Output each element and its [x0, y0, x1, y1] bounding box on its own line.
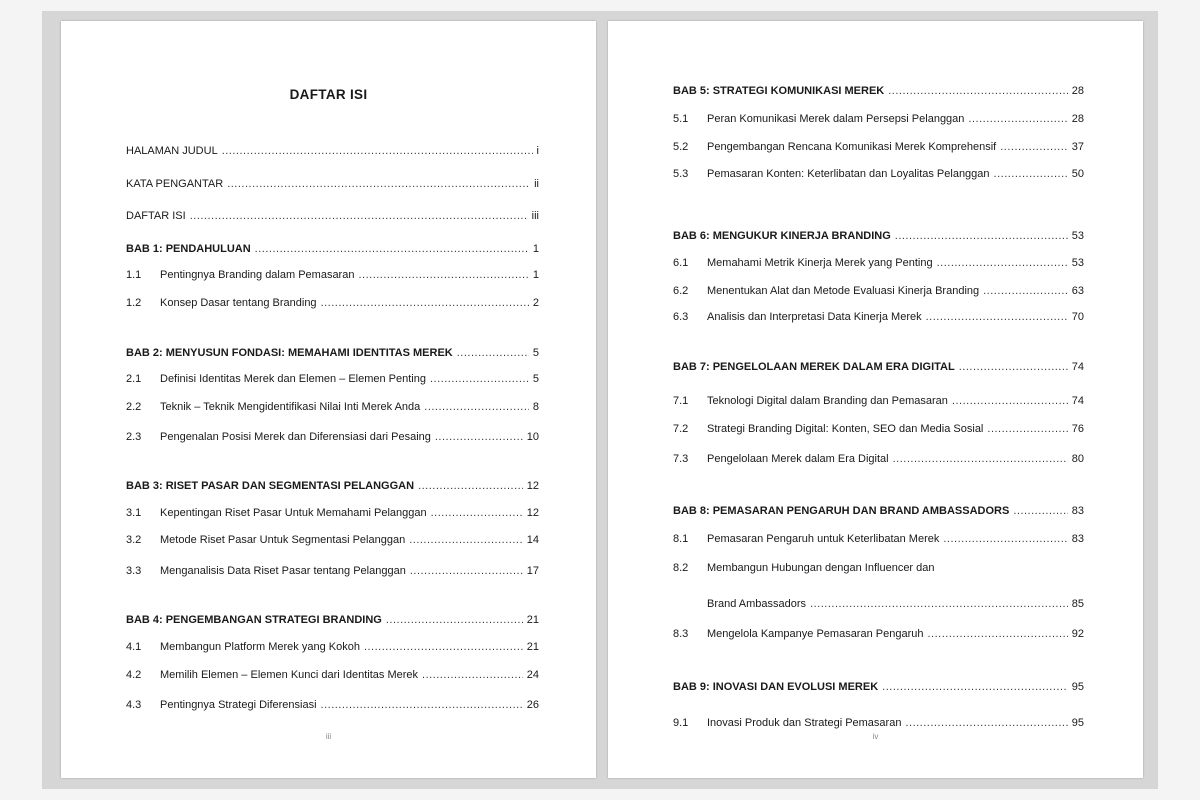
toc-entry-label: Mengelola Kampanye Pemasaran Pengaruh — [707, 628, 924, 640]
toc-entry-number: 2.1 — [126, 373, 142, 385]
toc-entry-row — [126, 401, 539, 413]
toc-entry-label: Menentukan Alat dan Metode Evaluasi Kinerja Branding — [707, 285, 980, 297]
toc-chapter-row — [126, 243, 539, 255]
toc-entry-number: 7.1 — [673, 395, 689, 407]
toc-entry-row — [126, 145, 539, 157]
toc-page-number: ii — [534, 178, 539, 190]
dot-leader — [994, 168, 1068, 180]
dot-leader — [905, 717, 1067, 729]
toc-entry-number: 1.1 — [126, 269, 142, 281]
dot-leader — [431, 507, 523, 519]
toc-entry-label: KATA PENGANTAR — [126, 178, 224, 190]
dot-leader — [968, 113, 1067, 125]
toc-page-number: iii — [531, 210, 539, 222]
toc-entry-number: 7.3 — [673, 453, 689, 465]
toc-page-number: 85 — [1071, 598, 1084, 610]
toc-entry-label: Inovasi Produk dan Strategi Pemasaran — [707, 717, 902, 729]
dot-leader — [364, 641, 523, 653]
document-viewer — [42, 11, 1158, 789]
toc-entry-label: Memilih Elemen – Elemen Kunci dari Identitas Merek — [160, 669, 419, 681]
toc-page-number: 53 — [1071, 257, 1084, 269]
toc-entry-label: Pengenalan Posisi Merek dan Diferensiasi dari Pesaing — [160, 431, 431, 443]
toc-entry-row — [673, 453, 1084, 465]
dot-leader — [943, 533, 1067, 545]
toc-entry-row — [126, 210, 539, 222]
toc-entry-label: Kepentingan Riset Pasar Untuk Memahami Pelanggan — [160, 507, 427, 519]
page-iv — [608, 21, 1143, 778]
dot-leader — [927, 628, 1067, 640]
toc-page-number: 2 — [532, 297, 539, 309]
toc-page-number: 21 — [526, 641, 539, 653]
toc-entry-number: 9.1 — [673, 717, 689, 729]
toc-entry-row — [673, 285, 1084, 297]
toc-entry-row — [126, 699, 539, 711]
toc-entry-row — [126, 431, 539, 443]
toc-entry-row — [673, 113, 1084, 125]
dot-leader — [895, 230, 1068, 242]
toc-entry-label: BAB 1: PENDAHULUAN — [126, 243, 251, 255]
dot-leader — [386, 614, 523, 626]
toc-entry-row — [673, 423, 1084, 435]
toc-entry-label: Metode Riset Pasar Untuk Segmentasi Pelanggan — [160, 534, 406, 546]
toc-entry-label: Memahami Metrik Kinerja Merek yang Penting — [707, 257, 933, 269]
toc-page-number: 83 — [1071, 533, 1084, 545]
toc-page-number: 76 — [1071, 423, 1084, 435]
toc-entry-row — [126, 297, 539, 309]
toc-entry-number: 8.1 — [673, 533, 689, 545]
toc-page-number: 74 — [1071, 361, 1084, 373]
toc-entry-label: Pengembangan Rencana Komunikasi Merek Komprehensif — [707, 141, 997, 153]
dot-leader — [422, 669, 523, 681]
toc-chapter-row — [126, 347, 539, 359]
toc-entry-label: BAB 2: MENYUSUN FONDASI: MEMAHAMI IDENTITAS MEREK — [126, 347, 453, 359]
toc-page-number: 10 — [526, 431, 539, 443]
page-title: DAFTAR ISI — [289, 87, 368, 102]
toc-entry-label: Pemasaran Pengaruh untuk Keterlibatan Merek — [707, 533, 940, 545]
toc-entry-row — [673, 168, 1084, 180]
toc-page-number: 8 — [532, 401, 539, 413]
toc-entry-number: 2.2 — [126, 401, 142, 413]
toc-entry-number: 2.3 — [126, 431, 142, 443]
dot-leader — [937, 257, 1068, 269]
dot-leader — [255, 243, 529, 255]
toc-page-number: 80 — [1071, 453, 1084, 465]
dot-leader — [457, 347, 529, 359]
toc-entry-label: Definisi Identitas Merek dan Elemen – Elemen Penting — [160, 373, 426, 385]
dot-leader — [810, 598, 1068, 610]
dot-leader — [1000, 141, 1068, 153]
dot-leader — [410, 565, 523, 577]
toc-page-number: 1 — [532, 243, 539, 255]
toc-page-number: 53 — [1071, 230, 1084, 242]
toc-entry-label: Konsep Dasar tentang Branding — [160, 297, 317, 309]
toc-chapter-row — [126, 614, 539, 626]
dot-leader — [321, 699, 523, 711]
toc-chapter-row — [673, 361, 1084, 373]
toc-page-number: 95 — [1071, 717, 1084, 729]
toc-entry-row — [673, 257, 1084, 269]
toc-entry-row — [673, 717, 1084, 729]
toc-entry-row — [126, 507, 539, 519]
dot-leader — [888, 85, 1068, 97]
toc-entry-row — [707, 598, 1084, 610]
toc-chapter-row — [673, 85, 1084, 97]
toc-chapter-row — [673, 230, 1084, 242]
page-iii — [61, 21, 596, 778]
dot-leader — [430, 373, 529, 385]
toc-entry-number: 4.2 — [126, 669, 142, 681]
toc-entry-number: 7.2 — [673, 423, 689, 435]
toc-entry-label: Brand Ambassadors — [707, 598, 807, 610]
toc-entry-row — [126, 669, 539, 681]
toc-entry-label: Strategi Branding Digital: Konten, SEO dan Media Sosial — [707, 423, 984, 435]
toc-entry-number: 8.3 — [673, 628, 689, 640]
dot-leader — [926, 311, 1068, 323]
toc-entry-row — [126, 178, 539, 190]
dot-leader — [959, 361, 1068, 373]
dot-leader — [1013, 505, 1067, 517]
dot-leader — [424, 401, 529, 413]
toc-page-number: 1 — [532, 269, 539, 281]
toc-entry-label: Peran Komunikasi Merek dalam Persepsi Pelanggan — [707, 113, 965, 125]
toc-entry-number: 1.2 — [126, 297, 142, 309]
toc-entry-label: Membangun Platform Merek yang Kokoh — [160, 641, 360, 653]
toc-page-number: 63 — [1071, 285, 1084, 297]
dot-leader — [222, 145, 533, 157]
toc-page-number: 5 — [532, 347, 539, 359]
dot-leader — [882, 681, 1068, 693]
toc-page-number: 95 — [1071, 681, 1084, 693]
toc-entry-number: 4.1 — [126, 641, 142, 653]
toc-entry-label: BAB 9: INOVASI DAN EVOLUSI MEREK — [673, 681, 879, 693]
dot-leader — [358, 269, 528, 281]
toc-entry-row — [126, 641, 539, 653]
dot-leader — [418, 480, 523, 492]
toc-entry-label: BAB 7: PENGELOLAAN MEREK DALAM ERA DIGITAL — [673, 361, 955, 373]
toc-entry-number: 3.2 — [126, 534, 142, 546]
toc-entry-number: 5.1 — [673, 113, 689, 125]
toc-page-number: i — [536, 145, 539, 157]
toc-entry-label: Teknologi Digital dalam Branding dan Pemasaran — [707, 395, 948, 407]
toc-entry-row — [126, 565, 539, 577]
toc-entry-label: Menganalisis Data Riset Pasar tentang Pelanggan — [160, 565, 406, 577]
toc-entry-number: 8.2 — [673, 562, 689, 574]
toc-entry-number: 5.2 — [673, 141, 689, 153]
toc-entry-label: BAB 8: PEMASARAN PENGARUH DAN BRAND AMBASSADORS — [673, 505, 1010, 517]
toc-entry-row — [673, 533, 1084, 545]
toc-entry-label: DAFTAR ISI — [126, 210, 186, 222]
dot-leader — [409, 534, 523, 546]
page-number: iv — [872, 732, 879, 741]
toc-chapter-row — [673, 681, 1084, 693]
dot-leader — [987, 423, 1067, 435]
toc-page-number: 92 — [1071, 628, 1084, 640]
toc-entry-row — [673, 628, 1084, 640]
toc-entry-label: BAB 6: MENGUKUR KINERJA BRANDING — [673, 230, 891, 242]
toc-page-number: 17 — [526, 565, 539, 577]
toc-entry-row — [673, 141, 1084, 153]
toc-entry-row — [126, 534, 539, 546]
toc-page-number: 74 — [1071, 395, 1084, 407]
toc-page-number: 12 — [526, 507, 539, 519]
toc-entry-number: 6.3 — [673, 311, 689, 323]
dot-leader — [321, 297, 529, 309]
toc-entry-label: BAB 3: RISET PASAR DAN SEGMENTASI PELANGGAN — [126, 480, 415, 492]
toc-entry-label: BAB 4: PENGEMBANGAN STRATEGI BRANDING — [126, 614, 382, 626]
toc-page-number: 83 — [1071, 505, 1084, 517]
toc-entry-label: Pentingnya Strategi Diferensiasi — [160, 699, 317, 711]
toc-entry-number: 5.3 — [673, 168, 689, 180]
toc-page-number: 70 — [1071, 311, 1084, 323]
toc-entry-number: 3.3 — [126, 565, 142, 577]
dot-leader — [190, 210, 528, 222]
toc-entry-number: 6.1 — [673, 257, 689, 269]
dot-leader — [893, 453, 1068, 465]
toc-page-number: 26 — [526, 699, 539, 711]
toc-entry-label: Membangun Hubungan dengan Influencer dan — [707, 562, 935, 574]
toc-entry-label: Pengelolaan Merek dalam Era Digital — [707, 453, 889, 465]
toc-page-number: 50 — [1071, 168, 1084, 180]
toc-page-number: 37 — [1071, 141, 1084, 153]
toc-entry-label: Pemasaran Konten: Keterlibatan dan Loyalitas Pelanggan — [707, 168, 990, 180]
toc-entry-number: 3.1 — [126, 507, 142, 519]
toc-entry-label: BAB 5: STRATEGI KOMUNIKASI MEREK — [673, 85, 885, 97]
dot-leader — [435, 431, 523, 443]
toc-page-number: 14 — [526, 534, 539, 546]
toc-entry-row — [673, 562, 1084, 574]
toc-entry-row — [126, 373, 539, 385]
toc-entry-row — [673, 395, 1084, 407]
toc-entry-row — [126, 269, 539, 281]
toc-chapter-row — [126, 480, 539, 492]
toc-page-number: 24 — [526, 669, 539, 681]
toc-entry-row — [673, 311, 1084, 323]
page-number: iii — [325, 732, 332, 741]
dot-leader — [983, 285, 1068, 297]
toc-entry-number: 6.2 — [673, 285, 689, 297]
toc-page-number: 28 — [1071, 113, 1084, 125]
toc-page-number: 12 — [526, 480, 539, 492]
toc-page-number: 28 — [1071, 85, 1084, 97]
dot-leader — [227, 178, 530, 190]
toc-entry-label: Pentingnya Branding dalam Pemasaran — [160, 269, 355, 281]
toc-page-number: 21 — [526, 614, 539, 626]
toc-chapter-row — [673, 505, 1084, 517]
toc-entry-label: Analisis dan Interpretasi Data Kinerja Merek — [707, 311, 922, 323]
toc-entry-label: Teknik – Teknik Mengidentifikasi Nilai Inti Merek Anda — [160, 401, 421, 413]
toc-entry-number: 4.3 — [126, 699, 142, 711]
dot-leader — [952, 395, 1068, 407]
toc-entry-label: HALAMAN JUDUL — [126, 145, 218, 157]
toc-page-number: 5 — [532, 373, 539, 385]
